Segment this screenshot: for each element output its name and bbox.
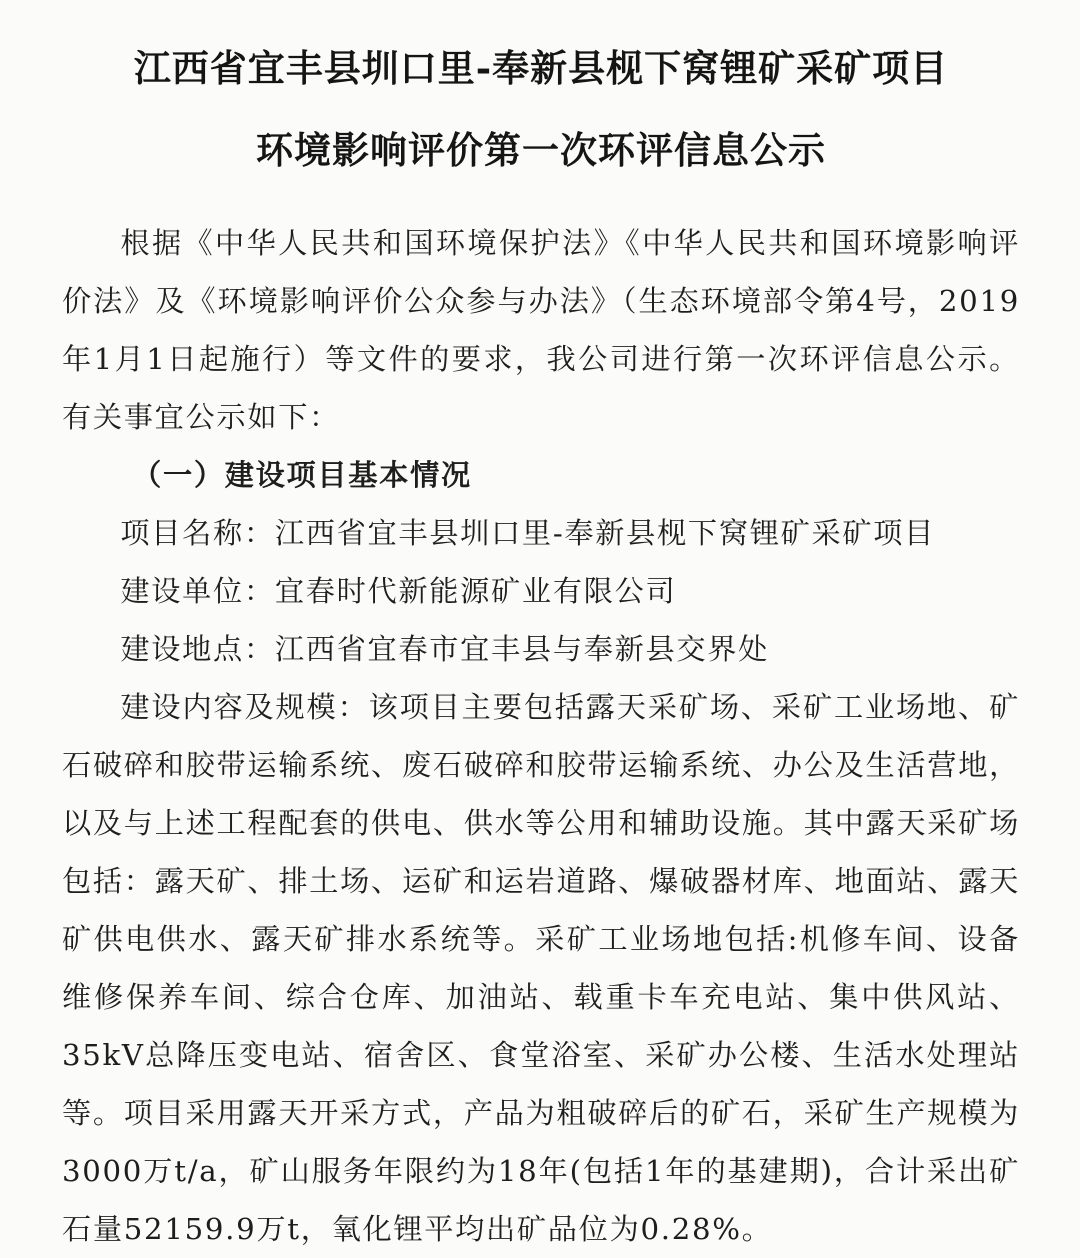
document-body <box>62 214 1020 1258</box>
document-title <box>62 48 1020 170</box>
section-heading-basic-info: （一）建设项目基本情况 <box>132 458 472 492</box>
construction-site-line: 建设地点：江西省宜春市宜丰县与奉新县交界处 <box>120 632 770 666</box>
title-line-2: 环境影响评价第一次环评信息公示 <box>256 128 826 172</box>
construction-unit-line: 建设单位：宜春时代新能源矿业有限公司 <box>120 574 677 608</box>
construction-content-paragraph: 建设内容及规模：该项目主要包括露天采矿场、采矿工业场地、矿石破碎和胶带运输系统、废石破碎和胶带运输系统、办公及生活营地，以及与上述工程配套的供电、供水等公用和辅助设施。其中露天采矿场包括：露天矿、排土场、运矿和运岩道路、爆破器材库、地面站、露天矿供电供水、露天矿排水系统等。采矿工业场地包括:机修车间、设备维修保养车间、综合仓库、加油站、载重卡车充电站、集中供风站、35kV总降压变电站、宿舍区、食堂浴室、采矿办公楼、生活水处理站等。项目采用露天开采方式，产品为粗破碎后的矿石，采矿生产规模为3000万t/a，矿山服务年限约为18年(包括1年的基建期)，合计采出矿石量52159.9万t，氧化锂平均出矿品位为0.28%。 <box>62 690 1020 1246</box>
intro-paragraph: 根据《中华人民共和国环境保护法》《中华人民共和国环境影响评价法》及《环境影响评价公众参与办法》（生态环境部令第4号，2019年1月1日起施行）等文件的要求，我公司进行第一次环评信息公示。有关事宜公示如下： <box>62 226 1020 434</box>
project-name-line: 项目名称：江西省宜丰县圳口里-奉新县枧下窝锂矿采矿项目 <box>120 516 936 550</box>
title-line-1: 江西省宜丰县圳口里-奉新县枧下窝锂矿采矿项目 <box>133 46 949 90</box>
